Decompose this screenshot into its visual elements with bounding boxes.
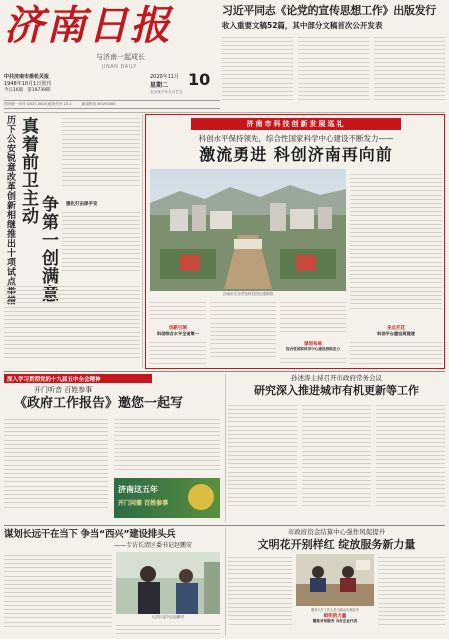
feature-sub-2-label: 谋划布局 — [304, 342, 322, 347]
masthead-logo: 济南日报 — [4, 2, 172, 49]
plenum-body-2 — [114, 416, 220, 476]
top-story-body — [222, 34, 445, 108]
service-subhead-label: 组织的力量 — [323, 614, 347, 619]
service-headline[interactable]: 文明花开别样红 绽放服务新力量 — [257, 538, 416, 551]
cn-code: 国内统一刊号 CN37-0024 邮发代号 23-1 — [4, 102, 72, 106]
feature-box — [145, 114, 445, 369]
plenum-sidebar-graphic — [114, 478, 220, 518]
masthead-slogan: 与济南一起成长 — [96, 53, 145, 61]
masthead — [4, 4, 219, 74]
plenum-sidebar-label-2: 开门问需 百姓参事 — [118, 500, 169, 507]
issue-number: 第19739期 — [27, 88, 51, 93]
left-story-headline-1[interactable]: 真着前卫主动 — [18, 117, 38, 225]
feature-body-right — [350, 171, 442, 321]
meeting-kicker: 孙述涛主持召开市政府常务会议 — [291, 374, 382, 382]
feature-banner — [191, 118, 401, 130]
left-story-headline-2[interactable]: 争第一创满意 — [38, 195, 58, 303]
service-subhead — [296, 613, 374, 624]
publisher-name: 中共济南市委机关报 — [4, 74, 50, 80]
interview-story — [4, 528, 222, 636]
interview-headline[interactable]: 谋划长远干在当下 争当“西兴”建设排头兵 — [4, 529, 176, 540]
date-lunar: 农历庚子年九月廿五 — [150, 90, 183, 94]
date-year-month: 2020年11月 — [150, 74, 180, 80]
interview-body-2 — [116, 622, 220, 636]
left-story-body-2 — [62, 209, 140, 279]
interview-body-1 — [4, 552, 112, 636]
plenum-section — [4, 374, 222, 522]
feature-sub-1 — [150, 325, 206, 337]
left-story — [4, 115, 140, 367]
plenum-banner — [4, 374, 152, 383]
top-story-subtitle: 收入重要文稿52篇，其中部分文稿首次公开发表 — [222, 21, 383, 30]
feature-photo — [150, 169, 346, 291]
plenum-body-1 — [4, 416, 108, 520]
feature-sub-3-label: 多点开花 — [387, 326, 405, 331]
date-weekday: 星期二 — [150, 82, 169, 89]
plenum-sidebar-label: 济南这五年 — [118, 485, 158, 494]
feature-body-col-3b — [280, 355, 346, 367]
feature-headline[interactable]: 激流勇进 科创济南再向前 — [199, 145, 393, 164]
plenum-banner-text: 深入学习贯彻党的十九届五中全会精神 — [7, 376, 101, 383]
date-day: 10 — [188, 70, 211, 89]
publisher-info — [4, 74, 82, 94]
service-body-1 — [228, 554, 292, 634]
page-count: 今日16版 — [4, 88, 24, 93]
feature-body-col-3 — [280, 299, 346, 339]
news-hotline: 新闻热线 85193000 — [81, 102, 116, 106]
service-subhead-title: 锻炼对待服务 当好企业代表 — [312, 619, 358, 623]
service-story — [228, 528, 445, 636]
feature-sub-2-title: 综合性国家科学中心建设持续发力 — [286, 347, 340, 351]
left-story-side-title[interactable]: 历下公安锐意改革创新相继推出十项试点举措 — [5, 115, 15, 305]
service-body-2 — [378, 554, 445, 634]
plenum-headline[interactable]: 《政府工作报告》邀您一起写 — [14, 396, 184, 411]
top-story — [222, 4, 445, 110]
service-photo-caption: 服务大厅工作人员为群众办理业务 — [311, 608, 359, 612]
top-story-title[interactable]: 习近平同志《论党的宣传思想工作》出版发行 — [222, 4, 436, 17]
feature-photo-caption: 济南市区全景及科技园区建筑群 — [222, 292, 274, 296]
left-story-body — [62, 115, 140, 195]
interview-photo — [116, 552, 220, 614]
service-photo — [296, 554, 374, 606]
left-story-body-3 — [4, 283, 140, 367]
feature-sub-3-title: 科创平台建设再提速 — [377, 331, 415, 336]
feature-banner-text: 济南市科技创新发展巡礼 — [246, 120, 346, 128]
code-line — [4, 100, 220, 109]
date-block — [150, 70, 220, 97]
feature-sub-3 — [350, 325, 442, 337]
feature-sub-1-title: 科创综合水平全省第一 — [157, 331, 199, 336]
interview-photo-caption: 长清区委书记赵鹏安 — [151, 615, 185, 619]
feature-body-col-4 — [350, 339, 442, 367]
feature-kicker: 科创水平保持领先，综合性国家科学中心建设不断发力—— — [198, 134, 394, 143]
left-story-subhead: 强化打击保平安 — [66, 202, 98, 207]
service-kicker: 市政府资金结算中心强作风促提升 — [287, 528, 386, 536]
founded-date: 1948年10月1日创刊 — [4, 81, 52, 87]
meeting-story — [228, 374, 445, 522]
feature-sub-1-label: 创新引领 — [169, 326, 187, 331]
meeting-headline[interactable]: 研究深入推进城市有机更新等工作 — [254, 384, 419, 397]
feature-body-col-1b — [150, 339, 206, 367]
feature-sub-2 — [280, 341, 346, 352]
feature-body-col-1 — [150, 299, 206, 323]
plenum-kicker: 开门听音 百姓参事 — [34, 386, 93, 394]
masthead-en-name: JINAN DAILY — [102, 64, 137, 70]
feature-body-col-2 — [210, 299, 276, 367]
interview-kicker: ——专访长清区委书记赵鹏安 — [113, 542, 192, 549]
